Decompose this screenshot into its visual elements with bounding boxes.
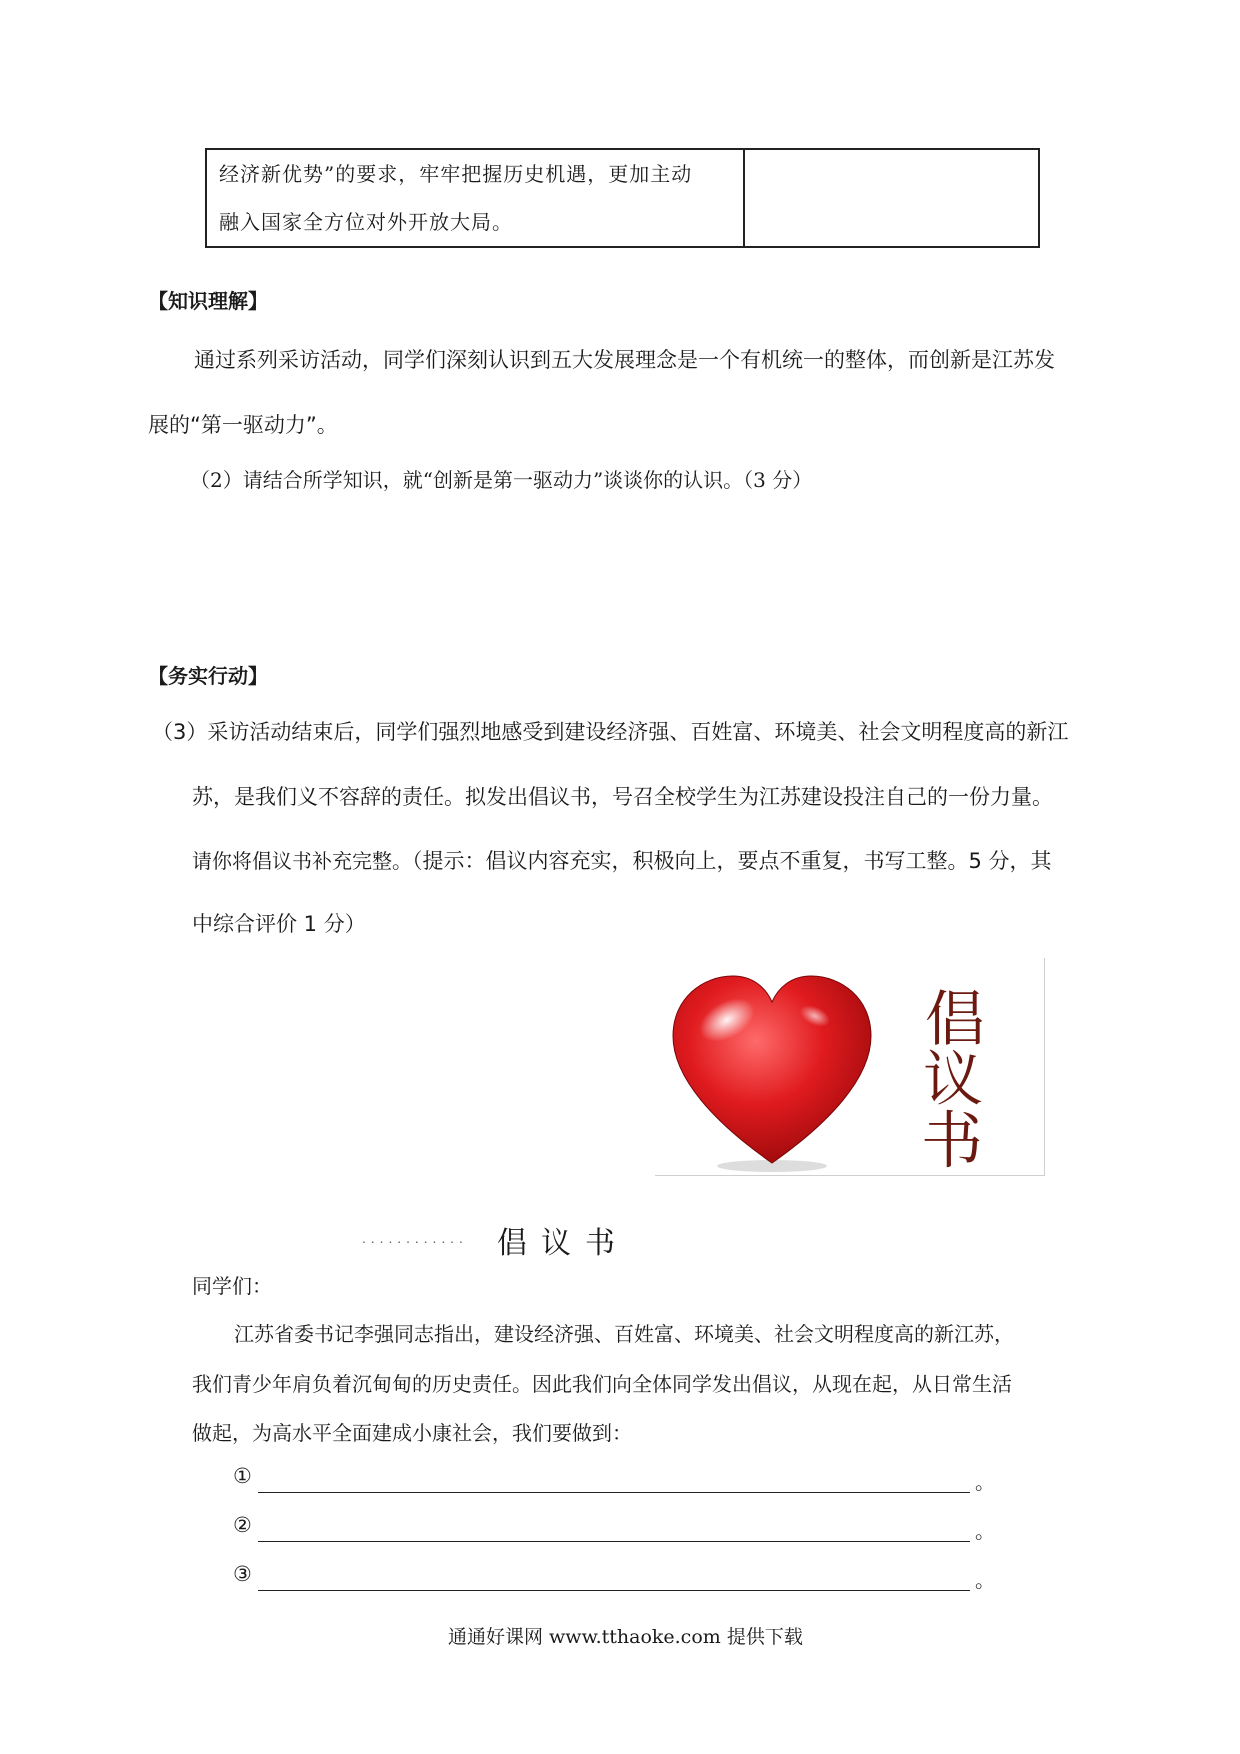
knowledge-paragraph-line-2: 展的“第一驱动力”。: [148, 413, 338, 437]
question-3-line-1: （3）采访活动结束后，同学们强烈地感受到建设经济强、百姓富、环境美、社会文明程度高的新江: [152, 720, 1069, 744]
blank-period: 。: [975, 1568, 995, 1592]
logo-char-3: 书: [921, 1104, 984, 1176]
heart-icon: [655, 958, 1045, 1176]
proposal-body-line-3: 做起，为高水平全面建成小康社会，我们要做到：: [192, 1421, 632, 1445]
answer-table: [205, 148, 1040, 248]
proposal-title: 倡议书: [497, 1226, 629, 1261]
blank-underline[interactable]: [258, 1541, 970, 1542]
answer-blank-2[interactable]: [233, 1513, 993, 1547]
answer-blank-3[interactable]: [233, 1562, 993, 1596]
question-3-line-3: [192, 845, 1052, 875]
logo-char-1: 倡: [925, 985, 985, 1055]
blank-number: ②: [233, 1513, 252, 1537]
blank-period: 。: [975, 1519, 995, 1543]
question-3-hint: （提示：倡议内容充实，积极向上，要点不重复，书写工整。5 分，其: [412, 849, 1052, 873]
knowledge-paragraph-line-1: 通过系列采访活动，同学们深刻认识到五大发展理念是一个有机统一的整体，而创新是江苏发: [194, 348, 1055, 372]
section-heading-knowledge: 【知识理解】: [148, 289, 268, 313]
question-3-line-4: 中综合评价 1 分）: [192, 912, 366, 936]
question-2: （2）请结合所学知识，就“创新是第一驱动力”谈谈你的认识。（3 分）: [190, 468, 813, 492]
table-column-divider: [743, 150, 745, 246]
blank-number: ①: [233, 1464, 252, 1488]
question-3-instruction: 请你将倡议书补充完整。: [192, 849, 412, 873]
section-heading-action: 【务实行动】: [148, 664, 268, 688]
proposal-heart-logo: [655, 958, 1045, 1176]
table-cell-line-2: 融入国家全方位对外开放大局。: [219, 210, 513, 234]
blank-underline[interactable]: [258, 1492, 970, 1493]
logo-char-2: 议: [923, 1045, 983, 1115]
proposal-greeting: 同学们：: [192, 1274, 272, 1298]
footer-credit: 通通好课网 www.tthaoke.com 提供下载: [448, 1626, 803, 1648]
table-cell-line-1: 经济新优势”的要求，牢牢把握历史机遇，更加主动: [219, 162, 693, 186]
answer-blank-1[interactable]: [233, 1464, 993, 1498]
blank-number: ③: [233, 1562, 252, 1586]
proposal-body-line-2: 我们青少年肩负着沉甸甸的历史责任。因此我们向全体同学发出倡议，从现在起，从日常生活: [192, 1372, 1012, 1396]
blank-period: 。: [975, 1470, 995, 1494]
proposal-body-line-1: 江苏省委书记李强同志指出，建设经济强、百姓富、环境美、社会文明程度高的新江苏，: [234, 1322, 1014, 1346]
blank-underline[interactable]: [258, 1590, 970, 1591]
title-dots: ............: [362, 1232, 468, 1246]
question-3-line-2: 苏，是我们义不容辞的责任。拟发出倡议书，号召全校学生为江苏建设投注自己的一份力量。: [192, 785, 1053, 809]
